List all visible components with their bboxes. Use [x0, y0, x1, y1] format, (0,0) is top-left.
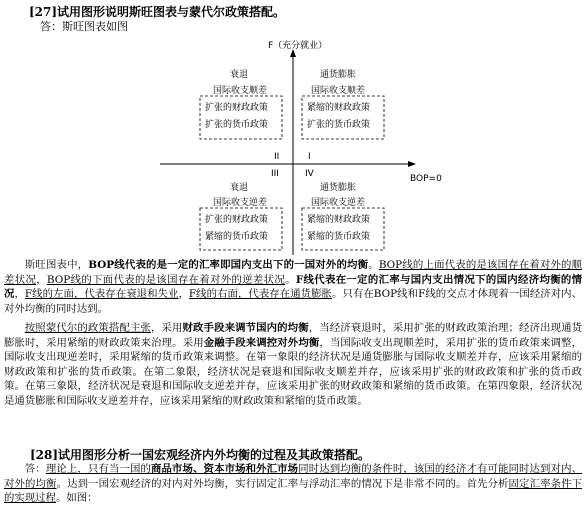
text-run: 斯旺图表中， — [24, 259, 89, 271]
quadrant-IV-fiscal: 紧缩的财政政策 — [307, 215, 371, 225]
bold-underlined-run: 商品市场、资本市场和外汇市场 — [150, 463, 299, 475]
question-28-title: [28]试用图形分析一国宏观经济内外均衡的过程及其政策搭配。 — [30, 448, 371, 462]
bop-axis-arrow — [408, 161, 416, 167]
quadrant-I-fiscal: 紧缩的财政政策 — [307, 103, 371, 113]
quadrant-numeral-IV: IV — [305, 169, 314, 179]
quadrant-III-bop: 国际收支逆差 — [213, 198, 268, 208]
quadrant-I-state: 通货膨胀 — [320, 70, 357, 80]
underlined-run: 同时达到均衡的条件时，该国的经济才有可能同时达到对内、对外的均衡 — [4, 463, 582, 490]
underlined-run: F线的左面，代表存在衰退和失业 — [24, 288, 179, 301]
quadrant-III-box — [200, 181, 282, 250]
quadrant-IV-box — [302, 181, 384, 250]
paragraph-q28-answer — [4, 462, 582, 506]
text-run: 。如图： — [55, 492, 98, 505]
quadrant-IV-monetary: 紧缩的货币政策 — [307, 232, 371, 242]
text-run: 。 — [285, 273, 296, 286]
text-run: ， — [178, 288, 189, 301]
paragraph-mundell-policy — [4, 321, 582, 409]
text-run: 答： — [24, 463, 46, 475]
quadrant-II-fiscal: 扩张的财政政策 — [205, 103, 269, 113]
underlined-run: BOP线的上面代表的是该国存在着对外的顺差状况 — [4, 259, 583, 286]
underlined-run: 理论上，只有当一国的 — [45, 463, 151, 475]
quadrant-I-box — [302, 68, 384, 139]
quadrant-III-monetary: 紧缩的货币政策 — [205, 232, 269, 242]
text-run: ，采用 — [150, 322, 183, 334]
text-run: ，当国际收支出现顺差时，采用扩张的货币政策来调整，国际收支出现逆差时，采用紧缩的货币政策来调整。在第一象限的经济状况是通货膨胀与国际收支顺差并存，应该采用紧缩的财政政策和扩张的货币政策。在第二象限，经济状况是衰退和国际收支顺差并存，应该采用扩张的财政政策和扩张的货币政策。在第三象限，经济状况是衰退和国际收支逆差并存，应该采用扩张的财政政策和紧缩的货币政策。在第四象限，经济状况是通货膨胀和国际收支逆差并存，应该采用紧缩的财政政策和紧缩的货币政策。 — [4, 336, 583, 407]
quadrant-numeral-III: III — [271, 169, 279, 179]
underlined-run: 按照蒙代尔的政策搭配主张 — [24, 322, 151, 334]
underlined-run: 固定汇率条件下的实现过程 — [4, 477, 583, 505]
quadrant-III-fiscal: 扩张的财政政策 — [205, 215, 269, 225]
bop-axis-label: BOP=0 — [410, 174, 442, 184]
f-axis-label: F（充分就业） — [268, 41, 328, 51]
quadrant-I-bop: 国际收支顺差 — [311, 86, 366, 96]
quadrant-IV-state: 通货膨胀 — [320, 183, 357, 193]
underlined-run: BOP线的下面代表的是该国存在着对外的逆差状况 — [46, 273, 286, 286]
bold-run: BOP线代表的是一定的汇率即国内支出下的一国对外的均衡 — [88, 259, 369, 271]
text-run: 。达到一国宏观经济的对内对外均衡，实行固定汇率与浮动汇率的情况下是非常不同的。首先分析 — [56, 477, 509, 490]
bold-run: 金融手段来调控对外均衡 — [203, 336, 320, 349]
quadrant-II-monetary: 扩张的货币政策 — [205, 120, 269, 130]
bold-run: 财政手段来调节国内的均衡 — [182, 322, 309, 334]
quadrant-numeral-II: II — [274, 152, 280, 162]
text-run: ， — [14, 288, 25, 301]
quadrant-II-state: 衰退 — [230, 70, 249, 80]
question-27-title: [27]试用图形说明斯旺图表与蒙代尔政策搭配。 — [29, 5, 286, 19]
quadrant-I-monetary: 扩张的货币政策 — [307, 120, 371, 130]
text-run: 。 — [368, 259, 379, 271]
swan-diagram — [0, 30, 586, 258]
quadrant-II-bop: 国际收支顺差 — [213, 86, 268, 96]
answer-intro: 答：斯旺图表如图 — [40, 20, 128, 33]
text-run: ，当经济衰退时，采用扩张的财政政策治理；经济出现通货膨胀时，采用紧缩的财政政策来治理。采用 — [4, 322, 582, 349]
quadrant-III-state: 衰退 — [230, 183, 249, 193]
text-run: ， — [36, 273, 47, 286]
quadrant-numeral-I: I — [308, 152, 311, 162]
quadrant-II-box — [200, 68, 282, 139]
quadrant-IV-bop: 国际收支逆差 — [311, 198, 366, 208]
text-run: 。只有在BOP线和F线的交点才体现着一国经济对内、对外均衡的同时达到。 — [4, 288, 583, 315]
bold-run: F线代表在一定的汇率与国内支出情况下的国内经济均衡的情况 — [4, 273, 583, 301]
paragraph-swan-explanation — [4, 258, 582, 316]
underlined-run: F线的右面，代表存在通货膨胀 — [188, 288, 332, 301]
